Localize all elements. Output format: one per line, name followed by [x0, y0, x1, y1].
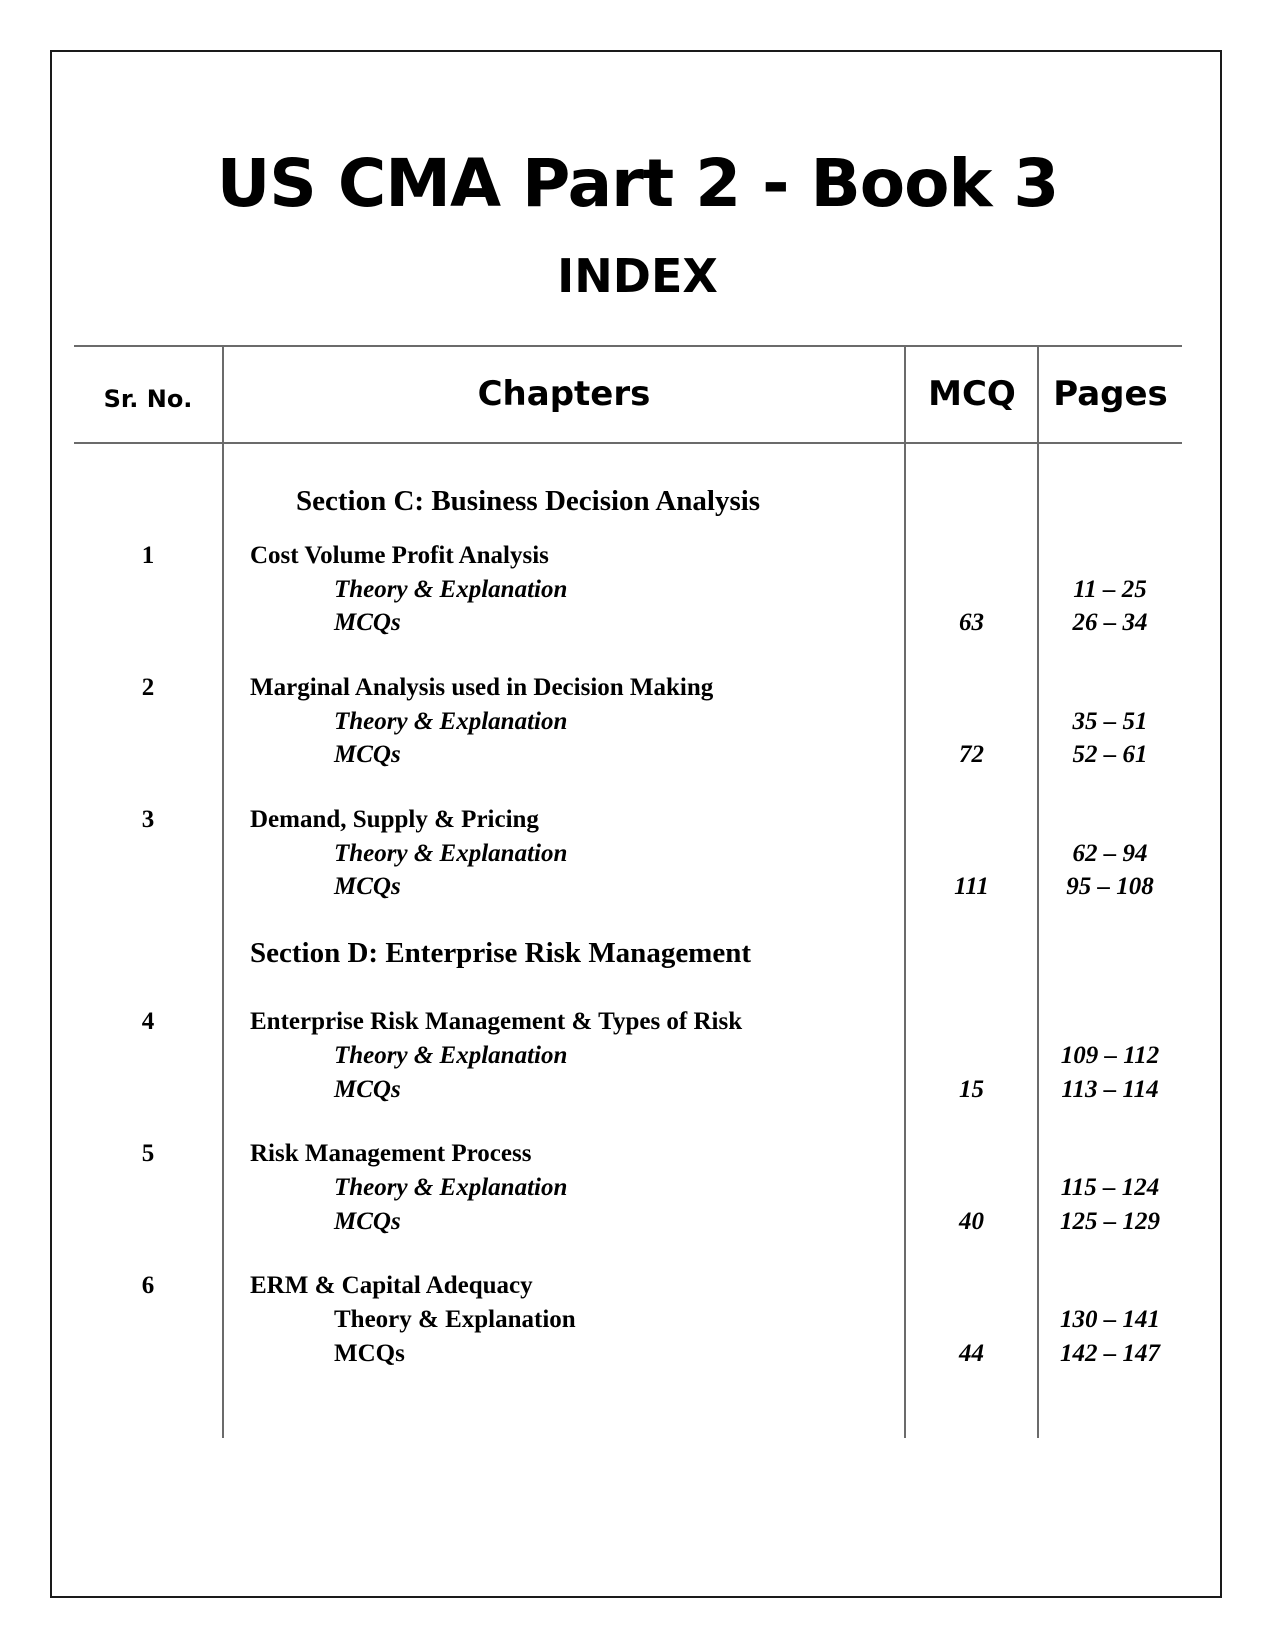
- chapter-number: 3: [141, 806, 155, 833]
- mcq-count: 72: [959, 741, 984, 768]
- mcq-label: MCQs: [334, 1076, 401, 1103]
- chapter-number: 1: [141, 542, 155, 569]
- mcq-pages: 113 – 114: [1061, 1076, 1159, 1103]
- mcq-label: MCQs: [334, 741, 401, 768]
- chapter-title: Enterprise Risk Management & Types of Risk: [250, 1008, 743, 1035]
- column-header-pages: Pages: [1053, 374, 1168, 414]
- chapter-number: 6: [141, 1272, 155, 1299]
- mcq-count: 111: [954, 873, 989, 900]
- theory-pages: 62 – 94: [1072, 840, 1148, 867]
- theory-label: Theory & Explanation: [334, 840, 568, 867]
- mcq-count: 15: [959, 1076, 984, 1103]
- index-heading: INDEX: [557, 249, 718, 303]
- column-header-sr-no: Sr. No.: [103, 385, 193, 413]
- theory-pages: 130 – 141: [1060, 1306, 1160, 1333]
- column-header-chapters: Chapters: [477, 374, 651, 414]
- chapter-title: ERM & Capital Adequacy: [250, 1272, 533, 1299]
- mcq-label: MCQs: [334, 609, 401, 636]
- mcq-label: MCQs: [334, 1340, 405, 1367]
- mcq-pages: 125 – 129: [1060, 1208, 1160, 1235]
- chapter-number: 4: [141, 1008, 155, 1035]
- mcq-count: 63: [959, 609, 984, 636]
- chapter-title: Cost Volume Profit Analysis: [250, 542, 549, 569]
- column-divider: [222, 346, 224, 1438]
- theory-label: Theory & Explanation: [334, 576, 568, 603]
- theory-pages: 109 – 112: [1060, 1042, 1160, 1069]
- chapter-number: 5: [141, 1140, 155, 1167]
- mcq-pages: 95 – 108: [1066, 873, 1154, 900]
- table-header-rule: [74, 442, 1182, 444]
- theory-label: Theory & Explanation: [334, 708, 568, 735]
- column-header-mcq: MCQ: [928, 374, 1016, 414]
- mcq-label: MCQs: [334, 1208, 401, 1235]
- theory-pages: 35 – 51: [1072, 708, 1148, 735]
- theory-pages: 115 – 124: [1060, 1174, 1160, 1201]
- theory-pages: 11 – 25: [1073, 576, 1147, 603]
- mcq-pages: 52 – 61: [1072, 741, 1148, 768]
- mcq-pages: 142 – 147: [1060, 1340, 1160, 1367]
- book-title: US CMA Part 2 - Book 3: [216, 145, 1059, 222]
- theory-label: Theory & Explanation: [334, 1042, 568, 1069]
- mcq-pages: 26 – 34: [1072, 609, 1148, 636]
- mcq-count: 40: [959, 1208, 984, 1235]
- chapter-title: Risk Management Process: [250, 1140, 532, 1167]
- table-top-rule: [74, 345, 1182, 347]
- chapter-title: Marginal Analysis used in Decision Making: [250, 674, 714, 701]
- mcq-count: 44: [959, 1340, 984, 1367]
- mcq-label: MCQs: [334, 873, 401, 900]
- theory-label: Theory & Explanation: [334, 1306, 576, 1333]
- chapter-title: Demand, Supply & Pricing: [250, 806, 539, 833]
- section-heading: Section D: Enterprise Risk Management: [250, 937, 752, 969]
- section-heading: Section C: Business Decision Analysis: [296, 485, 761, 517]
- theory-label: Theory & Explanation: [334, 1174, 568, 1201]
- chapter-number: 2: [141, 674, 155, 701]
